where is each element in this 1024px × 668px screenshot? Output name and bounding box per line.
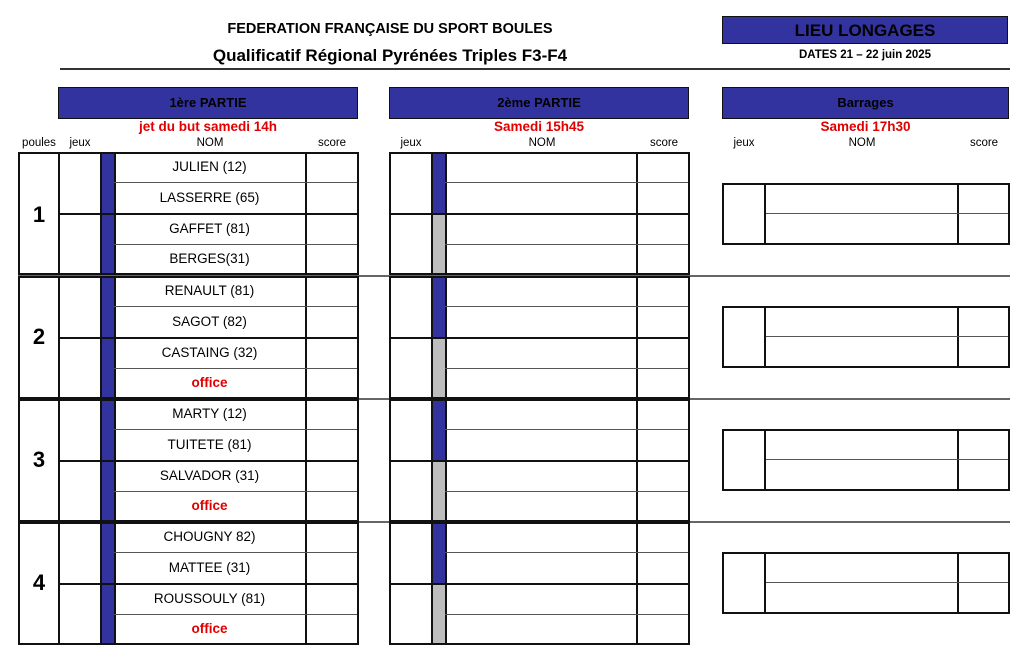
barrages-time: Samedi 17h30 bbox=[820, 119, 911, 134]
poule-3-first-round bbox=[18, 399, 359, 522]
team-name: SALVADOR (31) bbox=[159, 468, 260, 483]
poule-number: 4 bbox=[32, 570, 46, 595]
poule-3-second-round bbox=[389, 399, 690, 522]
grid-line bbox=[957, 306, 959, 368]
grid-line bbox=[389, 337, 690, 339]
col-poules-header: poules bbox=[22, 137, 56, 149]
grid-line bbox=[389, 583, 690, 585]
poule-3-barrage bbox=[722, 429, 1010, 491]
grid-line bbox=[764, 429, 766, 491]
poule-4-second-round bbox=[389, 522, 690, 645]
federation-title: FEDERATION FRANÇAISE DU SPORT BOULES bbox=[227, 21, 553, 37]
team-color-strip bbox=[432, 154, 446, 213]
team-name: SAGOT (82) bbox=[172, 314, 247, 329]
team-color-strip bbox=[432, 524, 446, 583]
team-color-strip bbox=[432, 462, 446, 520]
poule-4-barrage bbox=[722, 552, 1010, 614]
grid-line bbox=[764, 183, 766, 245]
competition-title: Qualificatif Régional Pyrénées Triples F3-F4 bbox=[212, 46, 568, 65]
team-color-strip bbox=[432, 339, 446, 397]
poule-1-first-round bbox=[18, 152, 359, 275]
grid-line bbox=[445, 552, 688, 553]
col-score-header-3: score bbox=[969, 137, 999, 149]
team-name-office: office bbox=[191, 621, 228, 636]
team-name-office: office bbox=[191, 375, 228, 390]
col-jeux-header-3: jeux bbox=[733, 137, 755, 149]
poule-2-barrage bbox=[722, 306, 1010, 368]
team-name: TUITETE (81) bbox=[167, 437, 252, 452]
team-name: BERGES(31) bbox=[169, 251, 250, 266]
poule-number: 1 bbox=[32, 202, 46, 227]
col-jeux-header: jeux bbox=[69, 137, 91, 149]
poule-1-barrage bbox=[722, 183, 1010, 245]
grid-line bbox=[445, 614, 688, 615]
team-name: JULIEN (12) bbox=[172, 159, 247, 174]
team-name: LASSERRE (65) bbox=[159, 190, 260, 205]
team-name: CHOUGNY 82) bbox=[163, 529, 256, 544]
grid-line bbox=[766, 582, 1008, 583]
col-score-header-2: score bbox=[649, 137, 679, 149]
dates-label: DATES 21 – 22 juin 2025 bbox=[798, 49, 932, 61]
second-round-time: Samedi 15h45 bbox=[493, 119, 585, 134]
first-round-header: 1ère PARTIE bbox=[58, 87, 358, 119]
team-color-strip bbox=[432, 401, 446, 460]
team-name: RENAULT (81) bbox=[164, 283, 255, 298]
grid-line bbox=[389, 213, 690, 215]
team-color-strip bbox=[432, 215, 446, 273]
team-color-strip bbox=[432, 585, 446, 643]
grid-line bbox=[957, 183, 959, 245]
poule-4-first-round bbox=[18, 522, 359, 645]
grid-line bbox=[445, 368, 688, 369]
poule-number: 2 bbox=[32, 324, 46, 349]
grid-line bbox=[766, 336, 1008, 337]
barrages-header: Barrages bbox=[722, 87, 1009, 119]
second-round-header: 2ème PARTIE bbox=[389, 87, 689, 119]
grid-line bbox=[957, 552, 959, 614]
lieu-banner: LIEU LONGAGES bbox=[722, 16, 1008, 44]
team-name: MARTY (12) bbox=[172, 406, 247, 421]
grid-line bbox=[764, 306, 766, 368]
grid-line bbox=[445, 244, 688, 245]
grid-line bbox=[766, 459, 1008, 460]
grid-line bbox=[764, 552, 766, 614]
col-nom-header: NOM bbox=[196, 137, 224, 149]
poule-number: 3 bbox=[32, 447, 46, 472]
grid-line bbox=[445, 306, 688, 307]
grid-line bbox=[957, 429, 959, 491]
grid-line bbox=[389, 460, 690, 462]
team-name: MATTEE (31) bbox=[168, 560, 251, 575]
grid-line bbox=[445, 182, 688, 183]
poule-2-first-round bbox=[18, 276, 359, 399]
first-round-time: jet du but samedi 14h bbox=[138, 119, 278, 134]
team-name: GAFFET (81) bbox=[169, 221, 250, 236]
team-color-strip bbox=[432, 278, 446, 337]
grid-line bbox=[766, 213, 1008, 214]
poule-1-second-round bbox=[389, 152, 690, 275]
header-divider bbox=[60, 68, 1010, 70]
col-score-header: score bbox=[317, 137, 347, 149]
team-name: ROUSSOULY (81) bbox=[153, 591, 266, 606]
poule-2-second-round bbox=[389, 276, 690, 399]
col-nom-header-3: NOM bbox=[848, 137, 876, 149]
grid-line bbox=[445, 429, 688, 430]
team-name-office: office bbox=[191, 498, 228, 513]
grid-line bbox=[445, 491, 688, 492]
col-jeux-header-2: jeux bbox=[400, 137, 422, 149]
col-nom-header-2: NOM bbox=[528, 137, 556, 149]
team-name: CASTAING (32) bbox=[161, 345, 258, 360]
